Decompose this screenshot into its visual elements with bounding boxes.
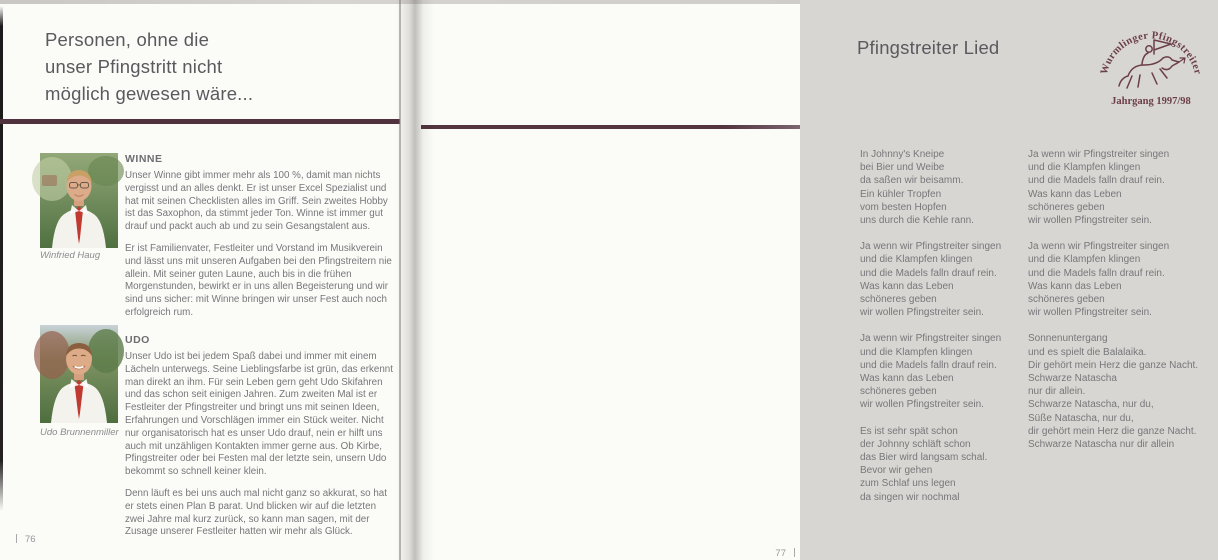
header-divider-left [0,119,400,124]
lyric-line: da singen wir nochmal [860,491,960,503]
lyric-line: und die Madels falln drauf rein. [860,359,997,371]
lyric-line: zum Schlaf uns legen [860,478,956,490]
page-number-left-value: 76 [25,534,36,545]
lyric-line: Es ist sehr spät schon [860,425,958,437]
lyric-verse [860,240,1050,319]
lyric-line: Schwarze Natascha [1028,373,1117,385]
lyric-line: Was kann das Leben [1028,188,1122,200]
svg-text:Wurmlinger Pfingstreiter [1099,30,1203,76]
lyric-line: uns durch die Kehle rann. [860,215,974,227]
lyric-line: Ja wenn wir Pfingstreiter singen [860,241,1002,253]
page-title-line: Personen, ohne die [45,29,210,50]
lyric-line: schöneres geben [1028,294,1105,306]
lyric-line: der Johnny schläft schon [860,438,971,450]
lyric-line: In Johnny's Kneipe [860,149,945,160]
lyric-line: vom besten Hopfen [860,201,947,213]
lyric-line: da saßen wir beisamm. [860,175,964,187]
lyric-line: Was kann das Leben [860,280,954,292]
lyric-line: schöneres geben [1028,201,1105,213]
page-number-left [16,534,36,545]
lyric-line: wir wollen Pfingstreiter sein. [1028,307,1152,319]
section-text-winne [125,170,397,329]
photo-winfried-haug [40,153,118,248]
book-gutter-line [399,0,401,560]
page-title-line: möglich gewesen wäre... [45,83,254,104]
lyric-line: und die Klampfen klingen [1028,162,1141,174]
paragraph: Denn läuft es bei uns auch mal nicht ganz so akkurat, so hat er stets einen Plan B parat. Und blicken wir auf die letzten zwei Jahre mal kurz zurück, so kann man sagen, mit der Zusage unserer Festleiter hatten wir mehr als Glück. [125,487,387,538]
page-left [0,0,400,560]
pfingstreiter-club-logo [1092,16,1210,110]
logo-arc-text: Wurmlinger Pfingstreiter [1098,30,1204,76]
lyric-line: und die Klampfen klingen [860,254,973,266]
paragraph: Er ist Familienvater, Festleiter und Vorstand im Musikverein und lässt uns mit unseren Aufgaben bei den Pfingstreitern nie allein. Mit seiner guten Laune, auch bis in die frühen Morgenstunden, bewirkt er in uns allen Begeisterung und wir sind uns sicher: mit Winne bringen wir unser Fest auch noch erfolgreich rum. [125,242,392,318]
page-number-right [775,548,795,559]
lyric-line: wir wollen Pfingstreiter sein. [1028,215,1152,227]
lyric-line: und die Madels falln drauf rein. [860,267,997,279]
lyric-line: wir wollen Pfingstreiter sein. [860,307,984,319]
lyric-line: wir wollen Pfingstreiter sein. [860,399,984,411]
section-heading-udo: UDO [125,334,150,346]
paragraph: Unser Udo ist bei jedem Spaß dabei und immer mit einem Lächeln unterwegs. Seine Lieblingsfarbe ist grün, das erkennt man direkt an ihm. Für sein Leben gern geht Udo Skifahren und das schon seit einigen Jahren. Zum zweiten Mal ist er Festleiter der Pfingstreiter und bringt uns mit seinen Ideen, Erfahrungen und Vorschlägen immer ein Stück weiter. Nicht nur organisatorisch hat es unser Udo drauf, nein er hilft uns auch mit unzähligen Kontakten immer gerne aus. Ob Kirbe, Pfingstreiter oder bei Festen mal der letzte sein, unsern Udo bekommt so schnell keiner klein. [125,351,393,478]
lyric-line: Ein kühler Tropfen [860,188,942,200]
lyric-line: bei Bier und Weibe [860,162,945,174]
lyric-line: Ja wenn wir Pfingstreiter singen [1028,149,1170,160]
lyric-verse [1028,240,1218,319]
page-title-line: unser Pfingstritt nicht [45,56,223,77]
page-number-right-value: 77 [775,548,786,559]
lyric-line: Was kann das Leben [860,373,954,385]
lyric-line: nur dir allein. [1028,386,1086,398]
photo-udo-brunnenmiller [40,325,118,423]
lyric-line: Was kann das Leben [1028,280,1122,292]
book-gutter-shadow [396,0,434,560]
section-heading-winne: WINNE [125,153,163,165]
photo-caption-udo: Udo Brunnenmiller [40,427,119,438]
lyric-verse [1028,332,1218,451]
lyric-line: und die Madels falln drauf rein. [1028,175,1165,187]
page-title [45,26,375,107]
paragraph: Unser Winne gibt immer mehr als 100 %, damit man nichts vergisst und an alles denkt. Er ist unser Excel Spezialist und hat mit seinen Checklisten alles im Griff. Sein zweites Hobby ist das Saxophon, da stimmt jeder Ton. Winne ist immer gut drauf und packt auch ab und zu sein Gesangstalent aus. [125,170,388,233]
lyric-line: und es spielt die Balalaika. [1028,346,1147,358]
lyric-line: Ja wenn wir Pfingstreiter singen [1028,241,1170,253]
lyric-line: Dir gehört mein Herz die ganze Nacht. [1028,359,1199,371]
lyric-line: und die Madels falln drauf rein. [1028,267,1165,279]
header-divider-right [421,125,800,129]
lyric-verse [860,148,1050,227]
lyric-line: das Bier wird langsam schal. [860,452,988,464]
lyric-line: Ja wenn wir Pfingstreiter singen [860,333,1002,345]
page-right [420,0,1204,560]
lyric-line: schöneres geben [860,294,937,306]
logo-subtitle: Jahrgang 1997/98 [1111,96,1191,107]
section-text-udo [125,351,397,548]
lyric-line: dir gehört mein Herz die ganze Nacht. [1028,425,1197,437]
lyric-line: schöneres geben [860,386,937,398]
lyric-verse [860,425,1050,504]
page-title-right: Pfingstreiter Lied [857,37,1000,58]
lyric-line: Bevor wir gehen [860,465,933,477]
lyric-line: und die Klampfen klingen [1028,254,1141,266]
photo-caption-winfried: Winfried Haug [40,250,101,261]
lyric-line: Sonnenuntergang [1028,333,1108,345]
lyric-line: Schwarze Natascha, nur du, [1028,399,1154,411]
lyric-line: Schwarze Natascha nur dir allein [1028,439,1175,451]
page-number-divider [794,548,795,557]
lyric-verse [1028,148,1218,227]
lyrics-column-2 [1028,148,1218,464]
lyric-line: und die Klampfen klingen [860,346,973,358]
lyrics-column-1 [860,148,1050,517]
lyric-verse [860,332,1050,411]
lyric-line: Süße Natascha, nur du, [1028,412,1134,424]
page-number-divider [16,534,17,543]
